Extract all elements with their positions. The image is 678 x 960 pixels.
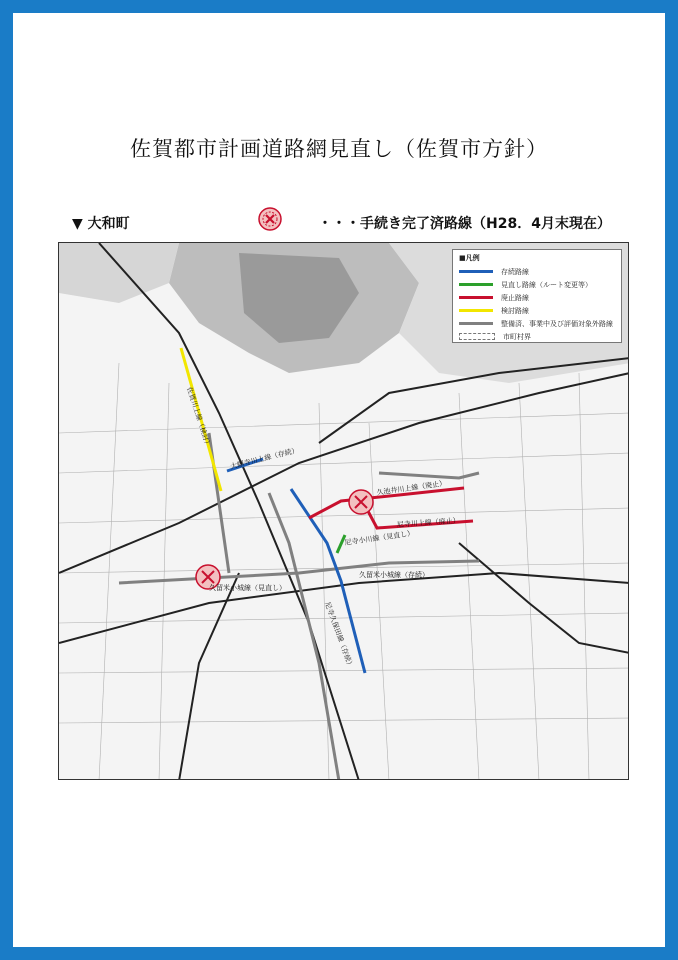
revise-route-line <box>337 535 345 553</box>
page-title: 佐賀都市計画道路網見直し（佐賀市方針） <box>130 137 548 161</box>
legend-label: 廃止路線 <box>501 293 529 302</box>
legend-label: 市町村界 <box>503 332 531 341</box>
legend-item-keep <box>459 265 615 278</box>
legend-swatch-abolish <box>459 296 493 299</box>
abolish-route-upper-label: 久池井川上線（廃止） <box>376 479 447 497</box>
legend-swatch-revise <box>459 283 493 286</box>
legend-item-boundary <box>459 330 615 343</box>
keep-route-lower-label: 尼寺久保田線（存続） <box>323 600 355 670</box>
legend-item-revise <box>459 278 615 291</box>
map-legend <box>452 249 622 343</box>
legend-item-existing <box>459 317 615 330</box>
legend-swatch-study <box>459 309 493 312</box>
legend-label: 存続路線 <box>501 267 529 276</box>
route-map <box>58 242 629 780</box>
abolish-route-lower-label: 尼寺川上線（廃止） <box>396 516 460 529</box>
legend-swatch-boundary <box>459 333 495 340</box>
completed-route-mark-icon <box>258 207 282 231</box>
revise-route-label: 尼寺小川線（見直し） <box>344 529 415 547</box>
study-route-label: 佐賀川上線（検討） <box>185 386 213 449</box>
legend-swatch-existing <box>459 322 493 325</box>
legend-item-abolish <box>459 291 615 304</box>
legend-item-study <box>459 304 615 317</box>
hill-area-west <box>59 243 179 303</box>
legend-label: 検討路線 <box>501 306 529 315</box>
area-label: ▼ 大和町 <box>72 216 130 232</box>
gray-route-label: 久留米小城線（見直し） <box>209 584 286 592</box>
legend-title: ■凡例 <box>459 254 480 262</box>
completed-mark-upper <box>349 490 373 514</box>
keep-route-upper-label: 大願寺川上線（存続） <box>229 446 300 471</box>
gray-route-east-label: 久留米小城線（存続） <box>359 571 429 579</box>
legend-label: 見直し路線（ルート変更等） <box>501 280 592 289</box>
legend-heading: ・・・手続き完了済路線（H28．4月末現在） <box>318 216 611 232</box>
legend-label: 整備済、事業中及び評価対象外路線 <box>501 319 613 328</box>
legend-swatch-keep <box>459 270 493 273</box>
